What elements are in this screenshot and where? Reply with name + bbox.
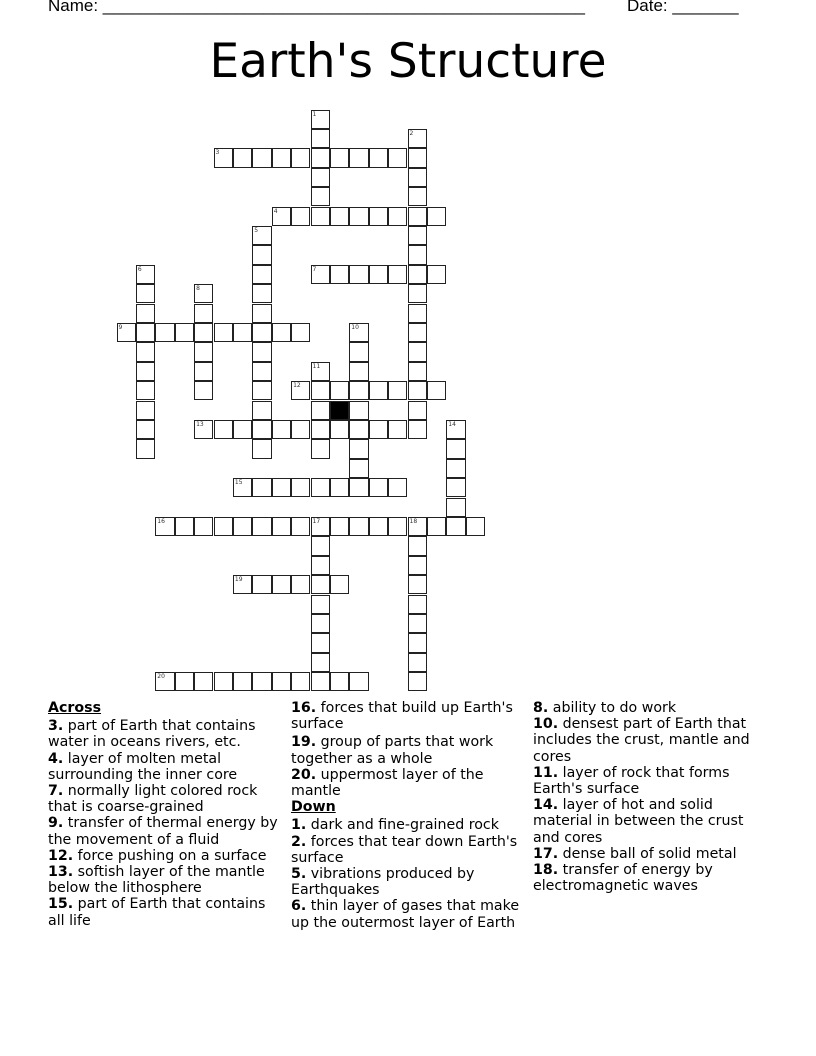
page-title: Earth's Structure xyxy=(209,34,607,89)
grid-cell[interactable] xyxy=(408,381,427,400)
grid-cell[interactable] xyxy=(369,265,388,284)
grid-cell[interactable] xyxy=(311,420,330,439)
grid-cell[interactable] xyxy=(194,284,213,303)
grid-cell[interactable] xyxy=(446,420,465,439)
grid-cell[interactable] xyxy=(272,672,291,691)
grid-cell[interactable] xyxy=(233,478,252,497)
grid-cell[interactable] xyxy=(408,265,427,284)
grid-cell[interactable] xyxy=(252,304,271,323)
clue-number: 20 xyxy=(157,673,165,681)
grid-cell[interactable] xyxy=(311,614,330,633)
grid-cell[interactable] xyxy=(194,517,213,536)
grid-cell[interactable] xyxy=(446,459,465,478)
clue-across-4: 4. layer of molten metal surrounding the inner core xyxy=(48,750,238,783)
grid-cell[interactable] xyxy=(446,517,465,536)
grid-cell[interactable] xyxy=(408,148,427,167)
grid-cell[interactable] xyxy=(408,245,427,264)
grid-cell[interactable] xyxy=(311,362,330,381)
grid-cell[interactable] xyxy=(272,517,291,536)
grid-cell[interactable] xyxy=(311,168,330,187)
grid-cell[interactable] xyxy=(194,362,213,381)
grid-cell[interactable] xyxy=(311,110,330,129)
clue-number: 6 xyxy=(137,265,142,273)
clue-number: 1 xyxy=(312,110,317,118)
grid-cell[interactable] xyxy=(408,284,427,303)
grid-cell[interactable] xyxy=(252,575,271,594)
clue-column-2 xyxy=(291,700,526,931)
grid-cell[interactable] xyxy=(252,265,271,284)
grid-cell[interactable] xyxy=(388,148,407,167)
grid-cell[interactable] xyxy=(388,420,407,439)
grid-cell[interactable] xyxy=(408,304,427,323)
grid-cell[interactable] xyxy=(408,595,427,614)
grid-cell[interactable] xyxy=(446,439,465,458)
grid-cell[interactable] xyxy=(311,207,330,226)
grid-cell[interactable] xyxy=(136,439,155,458)
clue-across-15: 15. part of Earth that contains all life xyxy=(48,896,266,929)
grid-cell[interactable] xyxy=(252,342,271,361)
grid-cell[interactable] xyxy=(408,633,427,652)
grid-cell[interactable] xyxy=(233,148,252,167)
grid-cell[interactable] xyxy=(252,381,271,400)
grid-cell[interactable] xyxy=(175,323,194,342)
grid-cell[interactable] xyxy=(330,672,349,691)
grid-cell[interactable] xyxy=(311,478,330,497)
grid-cell[interactable] xyxy=(136,265,155,284)
clue-number: 11 xyxy=(312,362,321,370)
grid-cell[interactable] xyxy=(252,226,271,245)
grid-cell[interactable] xyxy=(311,187,330,206)
clue-down-5: 5. vibrations produced by Earthquakes xyxy=(291,866,475,899)
grid-cell[interactable] xyxy=(194,672,213,691)
grid-cell[interactable] xyxy=(272,478,291,497)
grid-cell[interactable] xyxy=(291,420,310,439)
grid-cell[interactable] xyxy=(291,672,310,691)
across-heading: Across xyxy=(48,700,102,716)
grid-cell[interactable] xyxy=(388,381,407,400)
clue-across-12: 12. force pushing on a surface xyxy=(48,847,267,864)
grid-cell[interactable] xyxy=(136,342,155,361)
grid-cell[interactable] xyxy=(252,420,271,439)
grid-cell[interactable] xyxy=(408,556,427,575)
grid-cell[interactable] xyxy=(349,517,368,536)
grid-cell[interactable] xyxy=(214,323,233,342)
clue-number: 9 xyxy=(118,323,123,331)
grid-cell[interactable] xyxy=(214,148,233,167)
grid-cell[interactable] xyxy=(388,517,407,536)
grid-cell[interactable] xyxy=(427,265,446,284)
grid-cell[interactable] xyxy=(311,265,330,284)
grid-cell[interactable] xyxy=(272,148,291,167)
grid-cell[interactable] xyxy=(291,323,310,342)
grid-cell[interactable] xyxy=(252,401,271,420)
grid-cell[interactable] xyxy=(427,207,446,226)
grid-cell[interactable] xyxy=(369,478,388,497)
clue-number: 8 xyxy=(196,285,200,293)
grid-cell[interactable] xyxy=(330,517,349,536)
grid-cell[interactable] xyxy=(311,401,330,420)
grid-cell[interactable] xyxy=(272,323,291,342)
grid-cell[interactable] xyxy=(330,420,349,439)
grid-cell[interactable] xyxy=(214,672,233,691)
grid-cell[interactable] xyxy=(136,304,155,323)
clue-down-6: 6. thin layer of gases that make up the outermost layer of Earth xyxy=(291,898,520,931)
grid-cell[interactable] xyxy=(349,401,368,420)
grid-cell[interactable] xyxy=(136,401,155,420)
grid-cell[interactable] xyxy=(311,653,330,672)
grid-cell[interactable] xyxy=(311,556,330,575)
grid-cell[interactable] xyxy=(252,478,271,497)
clue-number: 13 xyxy=(196,420,204,428)
date-field-label: Date: _______ xyxy=(627,0,739,15)
clue-across-16: 16. forces that build up Earth's surface xyxy=(291,700,513,733)
clue-across-19: 19. group of parts that work together as a whole xyxy=(291,734,494,767)
grid-cell[interactable] xyxy=(408,653,427,672)
clue-column-3 xyxy=(533,700,773,894)
grid-cell[interactable] xyxy=(408,614,427,633)
clue-number: 17 xyxy=(312,517,321,525)
grid-cell[interactable] xyxy=(233,420,252,439)
grid-cell[interactable] xyxy=(349,207,368,226)
clue-down-2: 2. forces that tear down Earth's surface xyxy=(291,833,518,866)
grid-cell[interactable] xyxy=(214,517,233,536)
grid-cell[interactable] xyxy=(311,517,330,536)
grid-cell[interactable] xyxy=(252,362,271,381)
grid-cell[interactable] xyxy=(252,323,271,342)
clue-number: 4 xyxy=(273,207,278,215)
grid-cell[interactable] xyxy=(311,439,330,458)
grid-cell[interactable] xyxy=(136,420,155,439)
grid-cell[interactable] xyxy=(136,284,155,303)
grid-cell[interactable] xyxy=(369,381,388,400)
grid-cell[interactable] xyxy=(408,672,427,691)
grid-cell[interactable] xyxy=(311,536,330,555)
grid-cell[interactable] xyxy=(233,517,252,536)
grid-cell[interactable] xyxy=(194,342,213,361)
grid-cell[interactable] xyxy=(408,168,427,187)
clue-number: 7 xyxy=(312,265,317,273)
grid-cell[interactable] xyxy=(233,672,252,691)
grid-cell[interactable] xyxy=(136,362,155,381)
black-cell xyxy=(330,401,349,420)
grid-cell[interactable] xyxy=(330,207,349,226)
clue-across-13: 13. softish layer of the mantle below the lithosphere xyxy=(48,864,265,897)
grid-cell[interactable] xyxy=(291,575,310,594)
grid-cell[interactable] xyxy=(408,401,427,420)
grid-cell[interactable] xyxy=(272,420,291,439)
grid-cell[interactable] xyxy=(330,575,349,594)
grid-cell[interactable] xyxy=(311,381,330,400)
clue-across-7: 7. normally light colored rock that is coarse-grained xyxy=(48,783,258,816)
clue-across-3: 3. part of Earth that contains water in oceans rivers, etc. xyxy=(48,718,256,751)
grid-cell[interactable] xyxy=(349,342,368,361)
grid-cell[interactable] xyxy=(369,207,388,226)
clue-down-14: 14. layer of hot and solid material in between the crust and cores xyxy=(533,797,744,846)
grid-cell[interactable] xyxy=(311,575,330,594)
grid-cell[interactable] xyxy=(175,672,194,691)
grid-cell[interactable] xyxy=(408,575,427,594)
name-field-label: Name: ___________________________________________________ xyxy=(48,0,585,15)
grid-cell[interactable] xyxy=(408,342,427,361)
grid-cell[interactable] xyxy=(117,323,136,342)
clue-down-11: 11. layer of rock that forms Earth's surface xyxy=(533,764,730,798)
grid-cell[interactable] xyxy=(408,129,427,148)
grid-cell[interactable] xyxy=(349,148,368,167)
grid-cell[interactable] xyxy=(194,420,213,439)
grid-cell[interactable] xyxy=(349,381,368,400)
grid-cell[interactable] xyxy=(388,207,407,226)
grid-cell[interactable] xyxy=(311,633,330,652)
grid-cell[interactable] xyxy=(252,517,271,536)
clue-number: 2 xyxy=(409,129,414,137)
grid-cell[interactable] xyxy=(194,323,213,342)
clue-number: 14 xyxy=(448,420,456,428)
grid-cell[interactable] xyxy=(252,245,271,264)
grid-cell[interactable] xyxy=(349,439,368,458)
grid-cell[interactable] xyxy=(349,323,368,342)
clue-number: 3 xyxy=(215,149,220,157)
grid-cell[interactable] xyxy=(155,323,174,342)
clue-number: 15 xyxy=(234,479,243,487)
grid-cell[interactable] xyxy=(136,381,155,400)
clue-down-18: 18. transfer of energy by electromagnetic waves xyxy=(533,862,713,895)
grid-cell[interactable] xyxy=(349,672,368,691)
grid-cell[interactable] xyxy=(330,148,349,167)
grid-cell[interactable] xyxy=(408,323,427,342)
grid-cell[interactable] xyxy=(349,459,368,478)
grid-cell[interactable] xyxy=(291,478,310,497)
grid-cell[interactable] xyxy=(408,362,427,381)
grid-cell[interactable] xyxy=(233,575,252,594)
grid-cell[interactable] xyxy=(194,381,213,400)
grid-cell[interactable] xyxy=(291,207,310,226)
grid-cell[interactable] xyxy=(408,187,427,206)
grid-cell[interactable] xyxy=(252,148,271,167)
grid-cell[interactable] xyxy=(252,284,271,303)
clue-number: 12 xyxy=(293,382,301,390)
clue-number: 10 xyxy=(351,323,359,331)
clue-number: 18 xyxy=(409,517,418,525)
grid-cell[interactable] xyxy=(233,323,252,342)
grid-cell[interactable] xyxy=(311,595,330,614)
clue-down-17: 17. dense ball of solid metal xyxy=(533,845,737,862)
grid-cell[interactable] xyxy=(175,517,194,536)
grid-cell[interactable] xyxy=(427,517,446,536)
grid-cell[interactable] xyxy=(252,439,271,458)
clue-across-9: 9. transfer of thermal energy by the movement of a fluid xyxy=(48,815,278,848)
grid-cell[interactable] xyxy=(272,575,291,594)
grid-cell[interactable] xyxy=(252,672,271,691)
grid-cell[interactable] xyxy=(349,265,368,284)
grid-cell[interactable] xyxy=(388,478,407,497)
grid-cell[interactable] xyxy=(155,672,174,691)
grid-cell[interactable] xyxy=(349,420,368,439)
grid-cell[interactable] xyxy=(311,129,330,148)
grid-cell[interactable] xyxy=(369,148,388,167)
grid-cell[interactable] xyxy=(291,148,310,167)
clue-down-1: 1. dark and fine-grained rock xyxy=(291,817,499,834)
grid-cell[interactable] xyxy=(136,323,155,342)
grid-cell[interactable] xyxy=(330,381,349,400)
grid-cell[interactable] xyxy=(408,536,427,555)
grid-cell[interactable] xyxy=(349,478,368,497)
grid-cell[interactable] xyxy=(194,304,213,323)
clue-column-1 xyxy=(48,700,283,929)
grid-cell[interactable] xyxy=(330,478,349,497)
grid-cell[interactable] xyxy=(408,420,427,439)
grid-cell[interactable] xyxy=(408,207,427,226)
grid-cell[interactable] xyxy=(311,672,330,691)
grid-cell[interactable] xyxy=(446,478,465,497)
grid-cell[interactable] xyxy=(330,265,349,284)
clue-down-10: 10. densest part of Earth that includes the crust, mantle and cores xyxy=(533,716,750,765)
down-heading: Down xyxy=(291,799,336,816)
grid-cell[interactable] xyxy=(446,498,465,517)
grid-cell[interactable] xyxy=(466,517,485,536)
grid-cell[interactable] xyxy=(349,362,368,381)
grid-cell[interactable] xyxy=(272,207,291,226)
grid-cell[interactable] xyxy=(291,517,310,536)
clue-across-20: 20. uppermost layer of the mantle xyxy=(291,766,484,800)
grid-cell[interactable] xyxy=(427,381,446,400)
clue-number: 16 xyxy=(157,517,165,525)
clue-number: 19 xyxy=(234,576,243,584)
clue-number: 5 xyxy=(254,226,259,234)
grid-cell[interactable] xyxy=(388,265,407,284)
grid-cell[interactable] xyxy=(214,420,233,439)
grid-cell[interactable] xyxy=(155,517,174,536)
grid-cell[interactable] xyxy=(311,148,330,167)
grid-cell[interactable] xyxy=(408,226,427,245)
grid-cell[interactable] xyxy=(408,517,427,536)
grid-cell[interactable] xyxy=(369,420,388,439)
clue-down-8: 8. ability to do work xyxy=(533,700,677,716)
grid-cell[interactable] xyxy=(369,517,388,536)
grid-cell[interactable] xyxy=(291,381,310,400)
